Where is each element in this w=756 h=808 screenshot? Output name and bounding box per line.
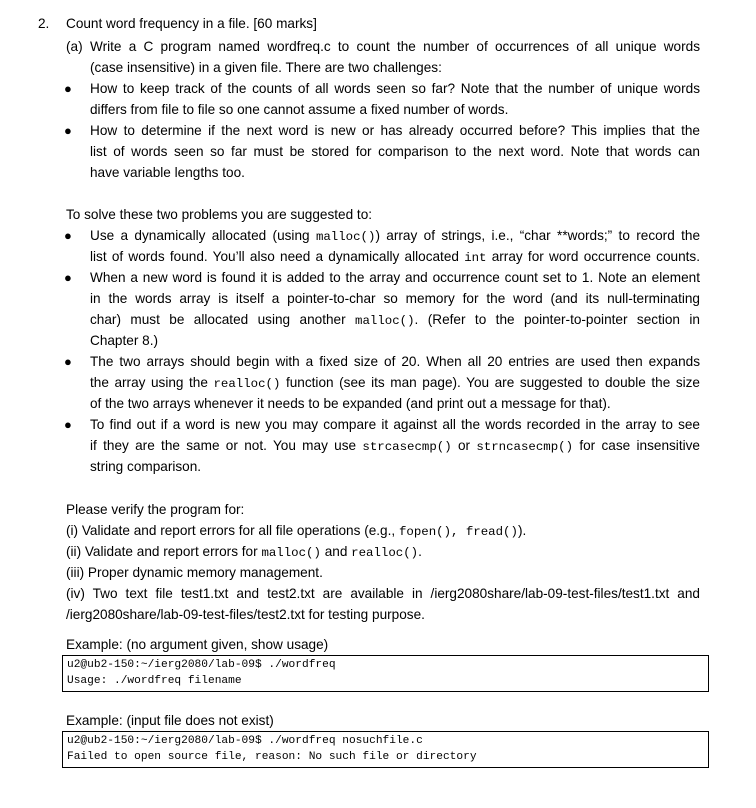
suggestion-3-line-1: The two arrays should begin with a fixed size of 20. When all 20 entries are used then expands <box>90 354 700 369</box>
suggestion-1-line-2: list of words found. You’ll also need a dynamically allocated int array for word occurrence counts. <box>90 249 700 265</box>
code-strcasecmp: strcasecmp() <box>362 440 452 454</box>
example-2-caption: Example: (input file does not exist) <box>66 713 274 728</box>
verify-item-ii: (ii) Validate and report errors for malloc() and realloc(). <box>66 544 422 560</box>
bullet-icon: ● <box>64 354 72 369</box>
code-strncasecmp: strncasecmp() <box>476 440 574 454</box>
code-malloc: malloc() <box>315 230 376 244</box>
verify-intro: Please verify the program for: <box>66 502 245 517</box>
challenge-2-line-3: have variable lengths too. <box>90 165 245 180</box>
example-2-output: Failed to open source file, reason: No such file or directory <box>67 751 477 763</box>
suggestion-2-line-3: char) must be allocated using another malloc(). (Refer to the pointer-to-pointer section in <box>90 312 700 328</box>
question-title: Count word frequency in a file. [60 marks] <box>66 16 317 31</box>
code-malloc: malloc() <box>261 546 321 560</box>
bullet-icon: ● <box>64 123 72 138</box>
suggestion-4-line-2: if they are the same or not. You may use strcasecmp() or strncasecmp() for case insensitive <box>90 438 700 454</box>
example-1-command: u2@ub2-150:~/ierg2080/lab-09$ ./wordfreq <box>67 659 336 671</box>
bullet-icon: ● <box>64 417 72 432</box>
code-malloc: malloc() <box>355 314 415 328</box>
example-1-terminal <box>62 655 709 692</box>
code-int: int <box>464 251 487 265</box>
suggestion-3-line-2: the array using the realloc() function (see its man page). You are suggested to double the size <box>90 375 700 391</box>
suggestion-2-line-4: Chapter 8.) <box>90 333 159 348</box>
challenge-1-line-1: How to keep track of the counts of all words seen so far? Note that the number of unique words <box>90 81 700 96</box>
verify-item-iv-line-2: /ierg2080share/lab-09-test-files/test2.txt for testing purpose. <box>66 607 425 622</box>
suggestion-1-line-1: Use a dynamically allocated (using malloc()) array of strings, i.e., “char **words;” to record the <box>90 228 701 244</box>
challenge-2-line-2: list of words seen so far must be stored for comparison to the next word. Note that words can <box>90 144 700 159</box>
verify-item-i: (i) Validate and report errors for all file operations (e.g., fopen(), fread()). <box>66 523 527 539</box>
suggestion-2-line-2: in the words array is itself a pointer-to-char so memory for the word (and its null-terminating <box>90 291 700 306</box>
suggestion-4-line-1: To find out if a word is new you may compare it against all the words recorded in the array to see <box>90 417 700 432</box>
bullet-icon: ● <box>64 81 72 96</box>
example-1-output: Usage: ./wordfreq filename <box>67 675 242 687</box>
example-2-terminal <box>62 731 709 768</box>
verify-item-iii: (iii) Proper dynamic memory management. <box>66 565 323 580</box>
verify-item-iv-line-1: (iv) Two text file test1.txt and test2.txt are available in /ierg2080share/lab-09-test-files/test1.txt and <box>66 586 700 601</box>
code-realloc: realloc() <box>351 546 419 560</box>
suggestion-2-line-1: When a new word is found it is added to the array and occurrence count set to 1. Note an element <box>90 270 700 285</box>
suggestion-4-line-3: string comparison. <box>90 459 202 474</box>
code-fopen-fread: fopen(), fread() <box>398 525 518 539</box>
part-a-line-2: (case insensitive) in a given file. There are two challenges: <box>90 60 442 75</box>
example-1-caption: Example: (no argument given, show usage) <box>66 637 329 652</box>
bullet-icon: ● <box>64 270 72 285</box>
suggestions-intro: To solve these two problems you are suggested to: <box>66 207 373 222</box>
challenge-1-line-2: differs from file to file so one cannot assume a fixed number of words. <box>90 102 509 117</box>
bullet-icon: ● <box>64 228 72 243</box>
part-a-line-1: Write a C program named wordfreq.c to count the number of occurrences of all unique words <box>90 39 700 54</box>
challenge-2-line-1: How to determine if the next word is new or has already occurred before? This implies that the <box>90 123 700 138</box>
suggestion-3-line-3: of the two arrays whenever it needs to be expanded (and print out a message for that). <box>90 396 611 411</box>
code-realloc: realloc() <box>213 377 281 391</box>
question-number: 2. <box>38 16 50 31</box>
example-2-command: u2@ub2-150:~/ierg2080/lab-09$ ./wordfreq nosuchfile.c <box>67 735 423 747</box>
part-a-label: (a) <box>66 39 83 54</box>
